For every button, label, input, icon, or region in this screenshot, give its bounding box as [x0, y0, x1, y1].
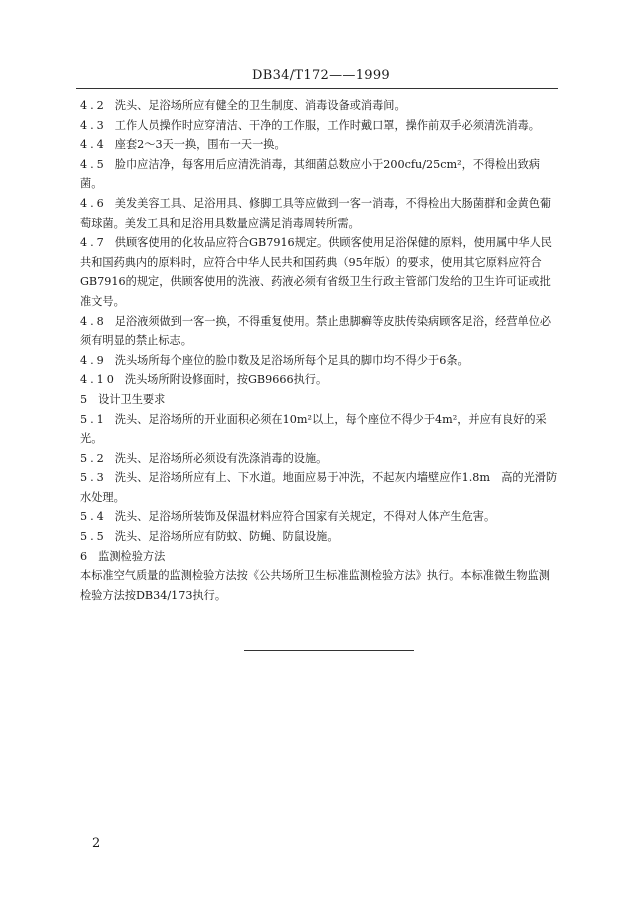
- clause-text: 洗头、足浴场所的开业面积必须在10m²以上，每个座位不得少于4m²，并应有良好的采光。: [80, 412, 547, 446]
- clause-4-6: [80, 194, 560, 233]
- clause-text: 洗头、足浴场所应有上、下水道。地面应易于冲洗，不起灰内墙壁应作1.8m 高的光滑防水处理。: [80, 471, 558, 504]
- clause-number: 5.4: [80, 510, 107, 524]
- section-6-heading: [80, 547, 560, 567]
- clause-5-1: [80, 410, 560, 449]
- header-divider: [76, 88, 558, 89]
- section-5-heading: [80, 390, 560, 410]
- clause-text: 洗头场所附设修面时，按GB9666执行。: [124, 373, 328, 387]
- clause-number: 5.1: [80, 412, 107, 426]
- document-body: [80, 96, 560, 605]
- clause-number: 4.6: [80, 196, 107, 210]
- section-title: 设计卫生要求: [98, 392, 166, 406]
- clause-text: 供顾客使用的化妆品应符合GB7916规定。供顾客使用足浴保健的原料，使用属中华人民共和国药典内的原料时，应符合中华人民共和国药典（95年版）的要求，使用其它原料应符合GB7916的规定，供顾客使用的洗液、药液必须有省级卫生行政主管部门发给的卫生许可证或批准文号。: [80, 236, 552, 308]
- clause-number: 4.9: [80, 353, 107, 367]
- clause-text: 洗头、足浴场所应有健全的卫生制度、消毒设备或消毒间。: [114, 99, 406, 112]
- clause-number: 4.10: [80, 373, 117, 387]
- clause-4-8: [80, 312, 560, 351]
- clause-text: 美发美容工具、足浴用具、修脚工具等应做到一客一消毒，不得检出大肠菌群和金黄色葡萄球菌。美发工具和足浴用具数量应满足消毒周转所需。: [80, 196, 552, 230]
- section-title: 监测检验方法: [98, 549, 166, 563]
- clause-text: 足浴液须做到一客一换，不得重复使用。禁止患脚癣等皮肤传染病顾客足浴，经营单位必须有明显的禁止标志。: [80, 314, 552, 348]
- clause-number: 4.3: [80, 118, 107, 132]
- clause-4-3: [80, 116, 560, 136]
- clause-number: 4.8: [80, 314, 107, 328]
- clause-number: 4.4: [80, 138, 107, 152]
- page-number: 2: [92, 836, 101, 851]
- clause-4-7: [80, 233, 560, 311]
- section-number: 6: [80, 549, 91, 563]
- clause-text: 洗头、足浴场所应有防蚊、防蝇、防鼠设施。: [114, 530, 339, 544]
- clause-number: 4.7: [80, 236, 107, 250]
- section-body-text: 本标准空气质量的监测检验方法按《公共场所卫生标准监测检验方法》执行。本标准微生物监测检验方法按DB34/173执行。: [80, 569, 550, 602]
- clause-4-10: [80, 370, 560, 390]
- clause-number: 4.5: [80, 157, 107, 171]
- clause-4-5: [80, 155, 560, 194]
- clause-5-4: [80, 507, 560, 527]
- section-number: 5: [80, 392, 91, 406]
- clause-text: 座套2～3天一换，围布一天一换。: [114, 138, 286, 152]
- clause-5-3: [80, 468, 560, 507]
- clause-4-4: [80, 135, 560, 155]
- clause-text: 工作人员操作时应穿清洁、干净的工作服，工作时戴口罩，操作前双手必须清洗消毒。: [114, 118, 540, 132]
- clause-text: 洗头、足浴场所必须设有洗涤消毒的设施。: [114, 451, 328, 465]
- clause-number: 5.3: [80, 471, 107, 485]
- clause-number: 4.2: [80, 99, 107, 112]
- clause-number: 5.2: [80, 451, 107, 465]
- standard-code: DB34/T172——1999: [252, 68, 390, 83]
- clause-5-5: [80, 527, 560, 547]
- end-of-document-rule: [244, 650, 414, 651]
- clause-text: 洗头、足浴场所装饰及保温材料应符合国家有关规定，不得对人体产生危害。: [114, 510, 496, 524]
- clause-4-2: [80, 96, 560, 116]
- clause-4-9: [80, 351, 560, 371]
- clause-5-2: [80, 449, 560, 469]
- clause-number: 5.5: [80, 530, 107, 544]
- clause-text: 洗头场所每个座位的脸巾数及足浴场所每个足具的脚巾均不得少于6条。: [114, 353, 469, 367]
- section-6-body: [80, 566, 560, 605]
- clause-text: 脸巾应洁净，每客用后应清洗消毒，其细菌总数应小于200cfu/25cm²，不得检出致病菌。: [80, 157, 540, 191]
